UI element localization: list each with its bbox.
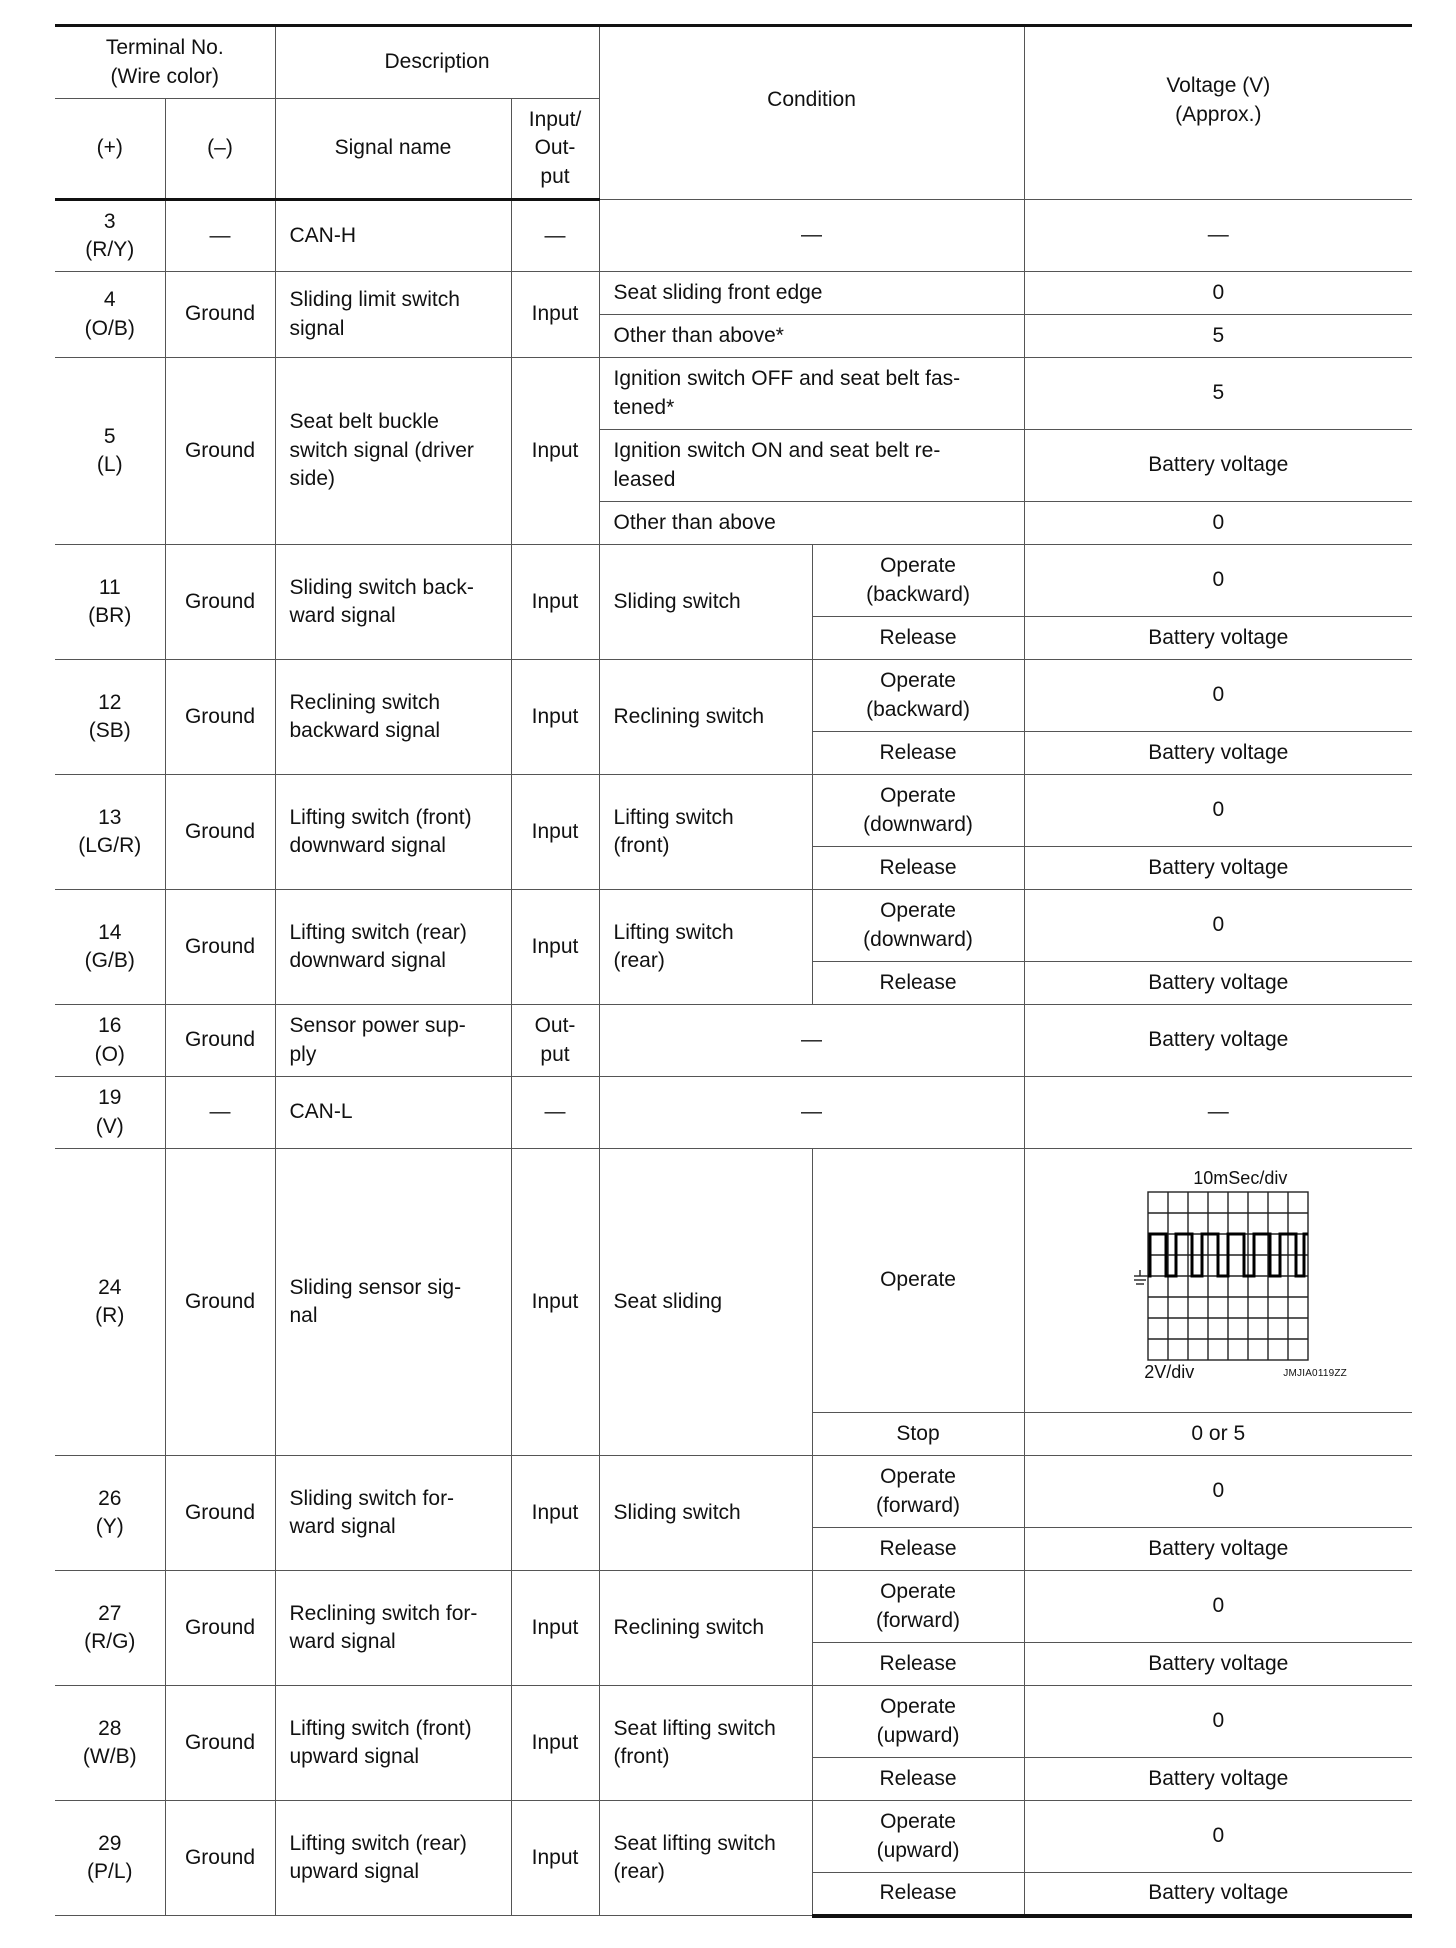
- voltage: Battery voltage: [1024, 1528, 1412, 1571]
- input-output: Input: [511, 1801, 599, 1916]
- terminal-plus: 13 (LG/R): [55, 775, 165, 890]
- time-scale-label: 10mSec/div: [1193, 1168, 1288, 1189]
- sub-condition: Operate (upward): [812, 1801, 1024, 1873]
- sub-condition: Operate (upward): [812, 1686, 1024, 1758]
- header-input-output: Input/ Out- put: [511, 99, 599, 200]
- terminal-plus: 19 (V): [55, 1077, 165, 1149]
- signal-name: Lifting switch (rear) downward signal: [275, 890, 511, 1005]
- table-row: [55, 1571, 1412, 1643]
- terminal-plus: 11 (BR): [55, 545, 165, 660]
- input-output: Input: [511, 272, 599, 358]
- sub-condition: Release: [812, 847, 1024, 890]
- input-output: Input: [511, 890, 599, 1005]
- waveform-cell: [1024, 1149, 1412, 1413]
- signal-name: Seat belt buckle switch signal (driver side): [275, 358, 511, 545]
- terminal-plus: 28 (W/B): [55, 1686, 165, 1801]
- signal-name: Lifting switch (front) downward signal: [275, 775, 511, 890]
- terminal-minus: —: [165, 1077, 275, 1149]
- voltage: Battery voltage: [1024, 1873, 1412, 1916]
- condition: Lifting switch (front): [599, 775, 812, 890]
- table-row: [55, 200, 1412, 272]
- table-row: [55, 1077, 1412, 1149]
- header-signal-name: Signal name: [275, 99, 511, 200]
- condition: Seat sliding front edge: [599, 272, 1024, 315]
- condition: —: [599, 1005, 1024, 1077]
- terminal-minus: Ground: [165, 775, 275, 890]
- voltage: Battery voltage: [1024, 1643, 1412, 1686]
- voltage-scale-label: 2V/div: [1144, 1362, 1195, 1383]
- terminal-plus: 16 (O): [55, 1005, 165, 1077]
- voltage: Battery voltage: [1024, 617, 1412, 660]
- table-row: [55, 1149, 1412, 1413]
- table-row: [55, 1005, 1412, 1077]
- voltage: 5: [1024, 315, 1412, 358]
- voltage: —: [1024, 1077, 1412, 1149]
- sub-condition: Operate (forward): [812, 1456, 1024, 1528]
- terminal-plus: 5 (L): [55, 358, 165, 545]
- header-terminal-no: Terminal No. (Wire color): [55, 26, 275, 99]
- sub-condition: Release: [812, 962, 1024, 1005]
- signal-name: CAN-L: [275, 1077, 511, 1149]
- signal-name: Lifting switch (rear) upward signal: [275, 1801, 511, 1916]
- sub-condition: Release: [812, 617, 1024, 660]
- terminal-minus: Ground: [165, 1571, 275, 1686]
- condition: Sliding switch: [599, 545, 812, 660]
- voltage: —: [1024, 200, 1412, 272]
- waveform-graphic: [1068, 1162, 1368, 1390]
- oscilloscope-waveform: [1068, 1162, 1368, 1390]
- sub-condition: Release: [812, 732, 1024, 775]
- signal-name: Sliding switch back- ward signal: [275, 545, 511, 660]
- input-output: Input: [511, 1686, 599, 1801]
- input-output: Input: [511, 545, 599, 660]
- signal-name: Lifting switch (front) upward signal: [275, 1686, 511, 1801]
- condition: Ignition switch ON and seat belt re- leased: [599, 430, 1024, 502]
- terminal-plus: 14 (G/B): [55, 890, 165, 1005]
- terminal-minus: Ground: [165, 1005, 275, 1077]
- condition: Other than above*: [599, 315, 1024, 358]
- terminal-minus: Ground: [165, 272, 275, 358]
- table-row: [55, 545, 1412, 617]
- terminal-minus: Ground: [165, 545, 275, 660]
- sub-condition: Operate (downward): [812, 775, 1024, 847]
- sub-condition: Operate (backward): [812, 545, 1024, 617]
- voltage: 0: [1024, 272, 1412, 315]
- terminal-plus: 4 (O/B): [55, 272, 165, 358]
- condition: Lifting switch (rear): [599, 890, 812, 1005]
- voltage: 0: [1024, 1571, 1412, 1643]
- voltage: Battery voltage: [1024, 430, 1412, 502]
- terminal-plus: 26 (Y): [55, 1456, 165, 1571]
- voltage: Battery voltage: [1024, 732, 1412, 775]
- input-output: Input: [511, 1149, 599, 1456]
- terminal-minus: —: [165, 200, 275, 272]
- voltage: 0: [1024, 545, 1412, 617]
- voltage: 0: [1024, 660, 1412, 732]
- voltage: Battery voltage: [1024, 1758, 1412, 1801]
- voltage: 0: [1024, 1801, 1412, 1873]
- input-output: Input: [511, 358, 599, 545]
- condition: Seat lifting switch (rear): [599, 1801, 812, 1916]
- header-voltage: Voltage (V) (Approx.): [1024, 26, 1412, 200]
- header-description: Description: [275, 26, 599, 99]
- condition: Reclining switch: [599, 660, 812, 775]
- table-row: [55, 1686, 1412, 1758]
- table-row: [55, 358, 1412, 430]
- table-row: [55, 775, 1412, 847]
- sub-condition: Operate: [812, 1149, 1024, 1413]
- table-row: [55, 890, 1412, 962]
- terminal-plus: 12 (SB): [55, 660, 165, 775]
- terminal-minus: Ground: [165, 1801, 275, 1916]
- voltage: 5: [1024, 358, 1412, 430]
- voltage: 0: [1024, 1456, 1412, 1528]
- voltage: 0: [1024, 1686, 1412, 1758]
- voltage: Battery voltage: [1024, 847, 1412, 890]
- signal-name: Sliding limit switch signal: [275, 272, 511, 358]
- terminal-minus: Ground: [165, 358, 275, 545]
- voltage: 0: [1024, 890, 1412, 962]
- table-row: [55, 660, 1412, 732]
- voltage: 0 or 5: [1024, 1413, 1412, 1456]
- signal-name: Reclining switch for- ward signal: [275, 1571, 511, 1686]
- image-code: JMJIA0119ZZ: [1283, 1368, 1347, 1380]
- header-minus: (–): [165, 99, 275, 200]
- terminal-minus: Ground: [165, 1686, 275, 1801]
- input-output: Input: [511, 775, 599, 890]
- sub-condition: Stop: [812, 1413, 1024, 1456]
- condition: Ignition switch OFF and seat belt fas- tened*: [599, 358, 1024, 430]
- condition: Reclining switch: [599, 1571, 812, 1686]
- sub-condition: Operate (backward): [812, 660, 1024, 732]
- terminal-minus: Ground: [165, 1149, 275, 1456]
- sub-condition: Release: [812, 1758, 1024, 1801]
- input-output: Input: [511, 1571, 599, 1686]
- condition: Seat sliding: [599, 1149, 812, 1456]
- voltage: 0: [1024, 502, 1412, 545]
- condition: —: [599, 1077, 1024, 1149]
- table-row: [55, 1456, 1412, 1528]
- terminal-minus: Ground: [165, 1456, 275, 1571]
- sub-condition: Operate (downward): [812, 890, 1024, 962]
- signal-name: Sliding sensor sig- nal: [275, 1149, 511, 1456]
- voltage: 0: [1024, 775, 1412, 847]
- header-condition: Condition: [599, 26, 1024, 200]
- voltage: Battery voltage: [1024, 962, 1412, 1005]
- terminal-plus: 29 (P/L): [55, 1801, 165, 1916]
- header-plus: (+): [55, 99, 165, 200]
- condition: Sliding switch: [599, 1456, 812, 1571]
- signal-name: Reclining switch backward signal: [275, 660, 511, 775]
- signal-name: Sensor power sup- ply: [275, 1005, 511, 1077]
- input-output: —: [511, 1077, 599, 1149]
- signal-name: Sliding switch for- ward signal: [275, 1456, 511, 1571]
- terminal-plus: 3 (R/Y): [55, 200, 165, 272]
- input-output: Input: [511, 660, 599, 775]
- input-output: Input: [511, 1456, 599, 1571]
- terminal-minus: Ground: [165, 660, 275, 775]
- condition: Other than above: [599, 502, 1024, 545]
- voltage: Battery voltage: [1024, 1005, 1412, 1077]
- condition: —: [599, 200, 1024, 272]
- input-output: Out- put: [511, 1005, 599, 1077]
- sub-condition: Release: [812, 1528, 1024, 1571]
- input-output: —: [511, 200, 599, 272]
- terminal-minus: Ground: [165, 890, 275, 1005]
- table-row: [55, 1801, 1412, 1873]
- condition: Seat lifting switch (front): [599, 1686, 812, 1801]
- sub-condition: Operate (forward): [812, 1571, 1024, 1643]
- terminal-plus: 27 (R/G): [55, 1571, 165, 1686]
- sub-condition: Release: [812, 1873, 1024, 1916]
- sub-condition: Release: [812, 1643, 1024, 1686]
- signal-name: CAN-H: [275, 200, 511, 272]
- terminal-plus: 24 (R): [55, 1149, 165, 1456]
- table-row: [55, 272, 1412, 315]
- terminal-spec-table: [55, 24, 1412, 1918]
